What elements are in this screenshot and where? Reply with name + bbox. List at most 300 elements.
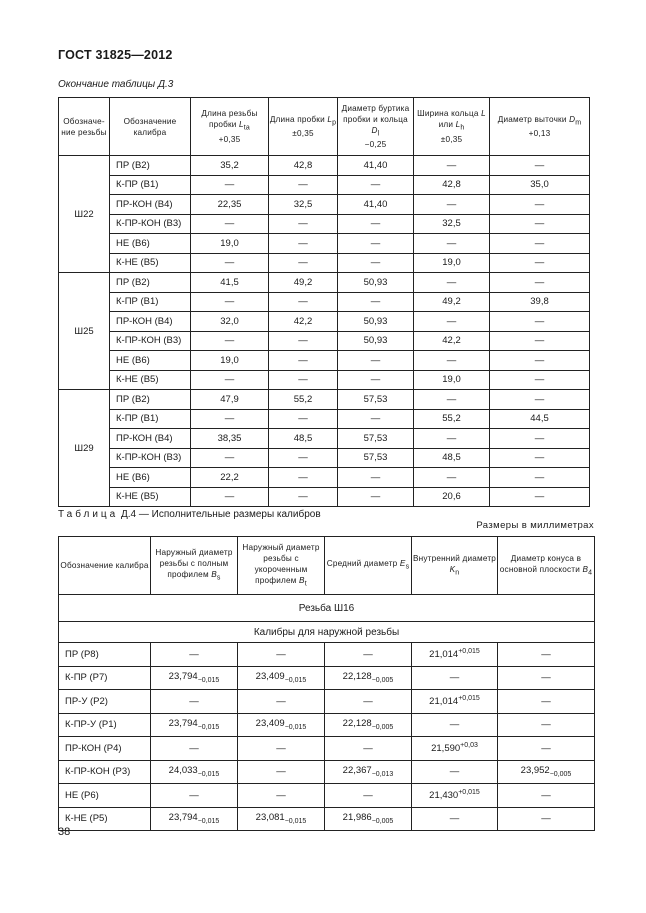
table-row	[59, 468, 590, 488]
lower-deviation: −0,013	[371, 771, 394, 779]
dimension-cell: —	[269, 468, 338, 488]
section-subtitle: Калибры для наружной резьбы	[59, 622, 595, 643]
dimension-cell	[412, 666, 498, 690]
dimension-value: —	[363, 648, 373, 660]
gauge-designation: НЕ (Р6)	[59, 784, 151, 808]
dimension-cell	[498, 690, 595, 714]
header-text: Длина пробки	[269, 114, 328, 124]
dimension-cell: —	[490, 351, 590, 371]
gauge-designation: ПР-У (Р2)	[59, 690, 151, 714]
dimension-cell	[412, 643, 498, 667]
table-d4	[58, 536, 595, 831]
dimension-cell: 44,5	[490, 409, 590, 429]
dimension-value: —	[276, 695, 286, 707]
dimension-cell: 32,5	[414, 214, 490, 234]
dimension-cell: 50,93	[338, 273, 414, 293]
dimension-value: —	[276, 648, 286, 660]
table-row	[59, 429, 590, 449]
dimension-cell: —	[490, 312, 590, 332]
dimension-cell: —	[414, 234, 490, 254]
lower-deviation: −0,005	[371, 724, 394, 732]
header-symbol-index: 4	[588, 569, 593, 577]
dimension-cell: —	[191, 331, 269, 351]
dimension-cell	[151, 643, 238, 667]
column-header	[325, 537, 412, 595]
table-row	[59, 807, 595, 831]
dimension-value: 22,128	[342, 718, 372, 730]
dimension-cell	[151, 760, 238, 784]
dimension-cell	[412, 713, 498, 737]
dimension-value: —	[541, 813, 551, 825]
dimension-cell: 49,2	[414, 292, 490, 312]
dimension-cell: —	[490, 487, 590, 507]
gauge-designation: ПР (В2)	[110, 390, 191, 410]
dimension-value: 23,409	[255, 671, 285, 683]
dimension-value: 23,794	[168, 812, 198, 824]
header-symbol-index: h	[460, 124, 465, 132]
table-row	[59, 234, 590, 254]
dimension-cell: 55,2	[269, 390, 338, 410]
header-text: Наружный диаметр резьбы с полным профилем	[155, 548, 233, 580]
table-row	[59, 643, 595, 667]
column-header	[110, 98, 191, 156]
dimension-cell: —	[490, 370, 590, 390]
dimension-cell	[325, 666, 412, 690]
header-symbol: L	[455, 120, 461, 130]
dimension-cell: 50,93	[338, 312, 414, 332]
column-header	[59, 98, 110, 156]
dimension-value: —	[189, 695, 199, 707]
thread-designation: Ш22	[59, 156, 110, 273]
dimension-cell: —	[490, 468, 590, 488]
header-text: Внутренний диаметр	[412, 553, 497, 563]
dimension-cell: —	[414, 156, 490, 176]
dimension-value: 21,430	[429, 790, 459, 802]
dimension-cell	[238, 807, 325, 831]
dimension-cell: 22,2	[191, 468, 269, 488]
dimension-cell: 42,2	[269, 312, 338, 332]
dimension-value: 21,590	[431, 743, 461, 755]
column-header	[338, 98, 414, 156]
dimension-cell: 50,93	[338, 331, 414, 351]
header-text: Длина резьбы пробки	[201, 109, 258, 130]
header-symbol-index: ta	[243, 124, 251, 132]
column-header	[412, 537, 498, 595]
dimension-cell: —	[338, 253, 414, 273]
dimension-value: —	[449, 766, 460, 778]
header-symbol: D	[569, 114, 576, 124]
dimension-cell	[238, 760, 325, 784]
table-row	[59, 156, 590, 176]
dimension-cell: —	[414, 273, 490, 293]
dimension-cell: 19,0	[191, 351, 269, 371]
dimension-cell	[238, 737, 325, 761]
table-row	[59, 214, 590, 234]
dimension-cell: —	[269, 292, 338, 312]
dimension-cell: —	[490, 390, 590, 410]
page-number: 38	[58, 826, 71, 838]
table1-caption: Окончание таблицы Д.3	[58, 79, 174, 90]
dimension-cell	[412, 737, 498, 761]
lower-deviation: −0,005	[549, 771, 572, 779]
gauge-designation: ПР (В2)	[110, 273, 191, 293]
dimension-cell: 57,53	[338, 429, 414, 449]
header-symbol-index: t	[304, 580, 307, 588]
dimension-cell: —	[338, 175, 414, 195]
column-header	[498, 537, 595, 595]
dimension-cell: 42,8	[414, 175, 490, 195]
dimension-cell	[325, 713, 412, 737]
header-symbol: K	[449, 564, 456, 574]
table-row	[59, 784, 595, 808]
dimension-cell: 42,2	[414, 331, 490, 351]
header-symbol: B	[211, 570, 217, 580]
header-symbol: L	[327, 114, 333, 124]
table2-caption	[58, 509, 321, 520]
gauge-designation: К-ПР-У (Р1)	[59, 713, 151, 737]
units-note: Размеры в миллиметрах	[476, 520, 594, 531]
header-tolerance: −0,25	[364, 140, 387, 150]
dimension-cell	[498, 643, 595, 667]
dimension-cell: —	[269, 214, 338, 234]
column-header	[191, 98, 269, 156]
dimension-cell	[498, 784, 595, 808]
gauge-designation: К-ПР (В1)	[110, 292, 191, 312]
gauge-designation: ПР-КОН (В4)	[110, 195, 191, 215]
dimension-cell: —	[490, 253, 590, 273]
dimension-cell: —	[191, 253, 269, 273]
header-symbol-index: m	[575, 119, 582, 127]
gauge-designation: К-ПР-КОН (Р3)	[59, 760, 151, 784]
dimension-value: —	[541, 695, 551, 707]
thread-designation: Ш25	[59, 273, 110, 390]
dimension-cell: 22,35	[191, 195, 269, 215]
dimension-cell: —	[269, 351, 338, 371]
dimension-cell: 19,0	[414, 253, 490, 273]
dimension-cell: —	[490, 156, 590, 176]
dimension-cell	[238, 784, 325, 808]
dimension-cell: 48,5	[269, 429, 338, 449]
dimension-cell: —	[191, 448, 269, 468]
table-d3-end	[58, 97, 590, 507]
gauge-designation: ПР-КОН (В4)	[110, 429, 191, 449]
dimension-cell: 55,2	[414, 409, 490, 429]
dimension-cell: —	[414, 351, 490, 371]
column-header	[59, 537, 151, 595]
gauge-designation: К-ПР-КОН (В3)	[110, 331, 191, 351]
dimension-cell	[238, 666, 325, 690]
lower-deviation: −0,015	[197, 771, 220, 779]
dimension-cell: —	[191, 214, 269, 234]
lower-deviation: −0,005	[371, 818, 394, 826]
header-tolerance: ±0,35	[292, 129, 314, 139]
header-symbol: B	[582, 564, 589, 574]
gauge-designation: ПР-КОН (Р4)	[59, 737, 151, 761]
table-row	[59, 409, 590, 429]
header-tolerance: +0,35	[218, 134, 241, 144]
dimension-cell: 41,5	[191, 273, 269, 293]
dimension-value: —	[541, 672, 551, 684]
upper-deviation: +0,015	[458, 648, 480, 656]
header-text: Средний диаметр	[326, 559, 400, 569]
dimension-cell: —	[490, 429, 590, 449]
dimension-value: —	[363, 695, 373, 707]
upper-deviation: +0,015	[458, 695, 480, 703]
dimension-cell	[151, 807, 238, 831]
dimension-cell	[151, 666, 238, 690]
dimension-cell	[151, 713, 238, 737]
dimension-cell: —	[269, 234, 338, 254]
dimension-value: —	[276, 766, 286, 778]
dimension-value: —	[449, 719, 460, 731]
table-row	[59, 351, 590, 371]
column-header	[414, 98, 490, 156]
header-symbol: B	[299, 575, 305, 585]
dimension-cell: 38,35	[191, 429, 269, 449]
thread-designation: Ш29	[59, 390, 110, 507]
dimension-cell: —	[414, 195, 490, 215]
column-header	[238, 537, 325, 595]
upper-deviation: +0,015	[458, 789, 480, 797]
dimension-cell: 39,8	[490, 292, 590, 312]
dimension-cell: —	[414, 312, 490, 332]
dimension-cell	[412, 784, 498, 808]
dimension-cell: —	[490, 273, 590, 293]
dimension-cell: 32,5	[269, 195, 338, 215]
dimension-value: 21,986	[342, 812, 372, 824]
dimension-cell: —	[338, 351, 414, 371]
dimension-cell: —	[269, 448, 338, 468]
gauge-designation: К-НЕ (В5)	[110, 253, 191, 273]
dimension-cell: —	[191, 409, 269, 429]
table2-caption-text: Д.4 — Исполнительные размеры калибров	[118, 509, 321, 520]
dimension-cell: —	[269, 370, 338, 390]
header-symbol: L	[481, 109, 486, 119]
header-symbol: L	[239, 120, 244, 130]
header-symbol: D	[371, 125, 378, 135]
dimension-cell	[151, 784, 238, 808]
gauge-designation: К-НЕ (В5)	[110, 370, 191, 390]
dimension-cell: —	[191, 487, 269, 507]
dimension-cell	[151, 690, 238, 714]
dimension-value: —	[363, 742, 373, 754]
dimension-cell	[498, 713, 595, 737]
dimension-value: —	[276, 742, 286, 754]
dimension-cell: —	[338, 487, 414, 507]
dimension-value: 23,409	[255, 718, 285, 730]
lower-deviation: −0,015	[197, 677, 220, 685]
dimension-cell: 19,0	[191, 234, 269, 254]
dimension-cell: —	[269, 487, 338, 507]
dimension-cell	[412, 807, 498, 831]
dimension-cell	[238, 643, 325, 667]
dimension-value: —	[541, 648, 551, 660]
table-row	[59, 713, 595, 737]
header-tolerance: +0,13	[528, 129, 551, 139]
dimension-cell: 57,53	[338, 390, 414, 410]
dimension-cell	[412, 760, 498, 784]
dimension-cell: 47,9	[191, 390, 269, 410]
lower-deviation: −0,005	[371, 677, 394, 685]
dimension-cell: —	[338, 409, 414, 429]
header-text: Обозначение калибра	[123, 116, 177, 137]
dimension-value: 23,794	[168, 671, 198, 683]
dimension-cell	[325, 737, 412, 761]
dimension-cell: 41,40	[338, 156, 414, 176]
lower-deviation: −0,015	[197, 818, 220, 826]
dimension-cell: 35,0	[490, 175, 590, 195]
section-thread: Резьба Ш16	[59, 595, 595, 622]
dimension-cell: —	[191, 292, 269, 312]
header-text: Обозначение калибра	[60, 561, 149, 570]
gauge-designation: ПР (Р8)	[59, 643, 151, 667]
dimension-cell: —	[490, 234, 590, 254]
dimension-value: —	[276, 789, 286, 801]
header-text: Диаметр буртика пробки и кольца	[341, 103, 410, 124]
table-row	[59, 666, 595, 690]
dimension-cell: —	[269, 331, 338, 351]
table-row	[59, 312, 590, 332]
dimension-cell	[325, 807, 412, 831]
dimension-cell	[498, 807, 595, 831]
dimension-cell: —	[338, 292, 414, 312]
table-row	[59, 760, 595, 784]
dimension-cell: —	[338, 214, 414, 234]
table-row	[59, 690, 595, 714]
dimension-cell	[498, 737, 595, 761]
lower-deviation: −0,015	[197, 724, 220, 732]
dimension-value: 21,014	[429, 649, 459, 661]
dimension-cell: —	[338, 234, 414, 254]
dimension-cell: 19,0	[414, 370, 490, 390]
dimension-cell	[325, 690, 412, 714]
header-symbol: E	[399, 559, 406, 569]
dimension-value: —	[449, 672, 460, 684]
dimension-cell	[325, 643, 412, 667]
dimension-cell: —	[269, 253, 338, 273]
lower-deviation: −0,015	[284, 677, 307, 685]
dimension-value: —	[189, 789, 199, 801]
dimension-value: —	[449, 813, 460, 825]
gauge-designation: К-ПР (Р7)	[59, 666, 151, 690]
dimension-cell	[498, 760, 595, 784]
header-text-mid: или	[438, 120, 456, 130]
dimension-value: 21,014	[429, 696, 459, 708]
gauge-designation: К-ПР (В1)	[110, 409, 191, 429]
column-header	[269, 98, 338, 156]
dimension-cell: 41,40	[338, 195, 414, 215]
header-text: Диаметр выточки	[497, 114, 570, 124]
gauge-designation: К-НЕ (Р5)	[59, 807, 151, 831]
dimension-value: —	[189, 648, 199, 660]
header-symbol-index: n	[455, 569, 460, 577]
dimension-value: 22,367	[342, 765, 372, 777]
dimension-cell: —	[414, 429, 490, 449]
dimension-cell: 57,53	[338, 448, 414, 468]
dimension-cell	[325, 760, 412, 784]
gauge-designation: НЕ (В6)	[110, 234, 191, 254]
lower-deviation: −0,015	[284, 818, 307, 826]
dimension-cell: 20,6	[414, 487, 490, 507]
header-text: Обозначе-ние резьбы	[61, 116, 107, 137]
table-row	[59, 487, 590, 507]
dimension-cell: —	[338, 468, 414, 488]
dimension-cell: —	[269, 175, 338, 195]
header-symbol-index: s	[405, 563, 410, 571]
dimension-value: —	[363, 789, 373, 801]
header-symbol-index: p	[332, 119, 337, 127]
table-row	[59, 370, 590, 390]
header-text: Ширина кольца	[417, 109, 482, 119]
column-header	[490, 98, 590, 156]
dimension-value: 22,128	[342, 671, 372, 683]
table-row	[59, 448, 590, 468]
dimension-cell	[151, 737, 238, 761]
gauge-designation: ПР-КОН (В4)	[110, 312, 191, 332]
gauge-designation: К-ПР-КОН (В3)	[110, 214, 191, 234]
dimension-cell: —	[269, 409, 338, 429]
dimension-cell	[498, 666, 595, 690]
header-text: Диаметр конуса в основной плоскости	[499, 553, 583, 574]
header-text: Наружный диаметр резьбы с укороченным профилем	[242, 542, 320, 585]
dimension-cell: —	[490, 195, 590, 215]
lower-deviation: −0,015	[284, 724, 307, 732]
gauge-designation: К-ПР-КОН (В3)	[110, 448, 191, 468]
dimension-value: 23,794	[168, 718, 198, 730]
header-tolerance: ±0,35	[440, 134, 463, 144]
dimension-cell: —	[490, 214, 590, 234]
dimension-value: 23,081	[255, 812, 285, 824]
document-header: ГОСТ 31825—2012	[58, 48, 173, 62]
table-row	[59, 390, 590, 410]
dimension-value: —	[541, 789, 551, 801]
dimension-cell	[412, 690, 498, 714]
table-row	[59, 253, 590, 273]
dimension-value: 24,033	[168, 765, 198, 777]
column-header	[151, 537, 238, 595]
table-row	[59, 292, 590, 312]
dimension-cell	[325, 784, 412, 808]
gauge-designation: НЕ (В6)	[110, 351, 191, 371]
dimension-cell: —	[490, 448, 590, 468]
dimension-cell: —	[191, 175, 269, 195]
dimension-value: 23,952	[520, 765, 550, 777]
table-row	[59, 175, 590, 195]
header-symbol-index: s	[216, 574, 221, 582]
dimension-cell: 49,2	[269, 273, 338, 293]
gauge-designation: К-ПР (В1)	[110, 175, 191, 195]
header-symbol-index: l	[377, 130, 380, 138]
dimension-cell: —	[414, 468, 490, 488]
gauge-designation: К-НЕ (В5)	[110, 487, 191, 507]
table-row	[59, 331, 590, 351]
dimension-cell: —	[191, 370, 269, 390]
dimension-cell: 42,8	[269, 156, 338, 176]
dimension-value: —	[189, 742, 199, 754]
dimension-value: —	[541, 719, 551, 731]
dimension-cell	[238, 690, 325, 714]
gauge-designation: ПР (В2)	[110, 156, 191, 176]
gauge-designation: НЕ (В6)	[110, 468, 191, 488]
dimension-cell: —	[490, 331, 590, 351]
dimension-cell	[238, 713, 325, 737]
dimension-cell: —	[414, 390, 490, 410]
table-row	[59, 273, 590, 293]
upper-deviation: +0,03	[460, 742, 478, 750]
table-row	[59, 737, 595, 761]
dimension-cell: 32,0	[191, 312, 269, 332]
dimension-cell: 48,5	[414, 448, 490, 468]
